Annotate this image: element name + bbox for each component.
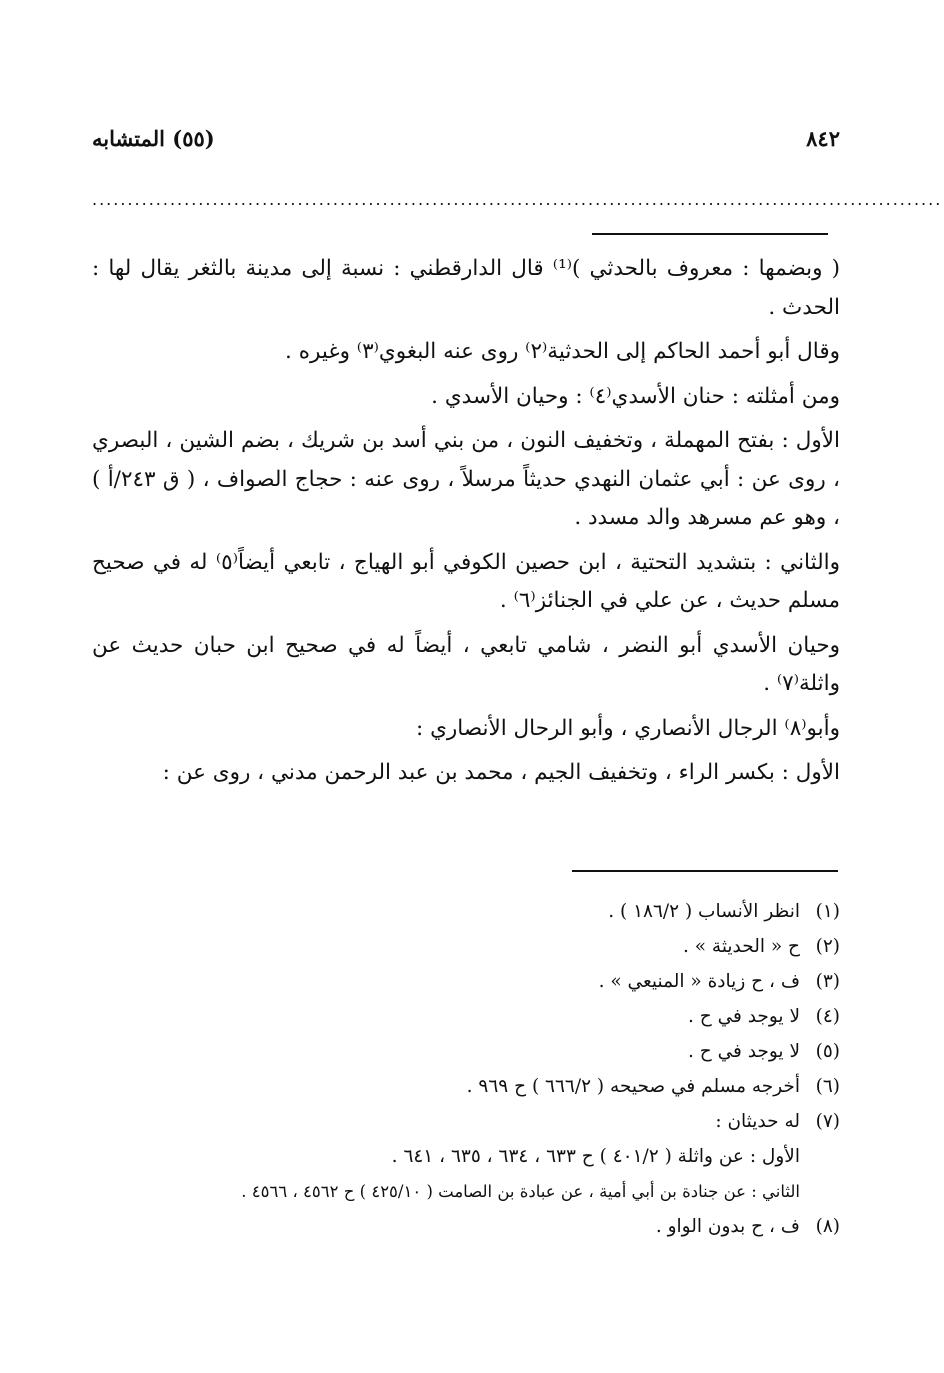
footnote-number: (١) (815, 901, 840, 922)
footnote (92, 964, 840, 999)
footnote-text: الثاني : عن جنادة بن أبي أمية ، عن عبادة بن الصامت ( ٤٢٥/١٠ ) ح ٤٥٦٢ ، ٤٥٦٦ . (241, 1182, 800, 1201)
footnote-text: ف ، ح زيادة « المنيعي » . (598, 971, 800, 992)
page-number: ٨٤٢ (806, 125, 840, 151)
paragraph: وأبو⁽٨⁾ الرجال الأنصاري ، وأبو الرحال الأنصاري : (416, 715, 840, 741)
footnote (92, 999, 840, 1034)
footnote (92, 929, 840, 964)
paragraph: ومن أمثلته : حنان الأسدي⁽٤⁾ : وحيان الأسدي . (431, 383, 840, 409)
dotted-separator: ........................................................................................................................ (92, 190, 943, 209)
footnote (92, 894, 840, 929)
footnote-text: لا يوجد في ح . (687, 1006, 800, 1027)
paragraph: الأول : بكسر الراء ، وتخفيف الجيم ، محمد بن عبد الرحمن مدني ، روى عن : (162, 760, 840, 785)
footnote-separator (572, 870, 838, 872)
footnote-text: الأول : عن واثلة ( ٤٠١/٢ ) ح ٦٣٣ ، ٦٣٤ ، ٦٣٥ ، ٦٤١ . (391, 1146, 800, 1167)
footnote-number: (٥) (815, 1041, 840, 1062)
footnote-number: (٤) (815, 1006, 840, 1027)
footnote-number: (٨) (815, 1216, 840, 1237)
paragraph: وحيان الأسدي أبو النضر ، شامي تابعي ، أيضاً له في صحيح ابن حبان حديث عن واثلة⁽٧⁾ . (92, 632, 840, 696)
top-rule (592, 233, 828, 235)
footnote-text: انظر الأنساب ( ١٨٦/٢ ) . (608, 901, 800, 922)
footnote (92, 1034, 840, 1069)
footnote-text: أخرجه مسلم في صحيحه ( ٦٦٦/٢ ) ح ٩٦٩ . (466, 1076, 800, 1097)
footnote-continuation (92, 1174, 840, 1209)
footnote-continuation (92, 1139, 840, 1174)
footnote-text: ف ، ح بدون الواو . (655, 1216, 800, 1237)
main-text (92, 250, 840, 799)
footnote-number (800, 1139, 840, 1174)
footnote-number: (٦) (815, 1076, 840, 1097)
footnote (92, 1069, 840, 1104)
footnote-number: (٢) (815, 936, 840, 957)
footnote (92, 1209, 840, 1244)
footnote-text: لا يوجد في ح . (687, 1041, 800, 1062)
footnote-number: (٧) (815, 1111, 840, 1132)
footnote-text: ح « الحديثة » . (682, 936, 800, 957)
footnote-text: له حديثان : (715, 1111, 800, 1132)
paragraph: الأول : بفتح المهملة ، وتخفيف النون ، من بني أسد بن شريك ، بضم الشين ، البصري ، روى عن : أبي عثمان النهدي حديثاً مرسلاً ، روى عنه : حجاج الصواف ، ( ق ٢٤٣/أ ) ، وهو عم مسرهد والد مسدد . (92, 428, 840, 530)
paragraph: ( وبضمها : معروف بالحدثي )⁽¹⁾ قال الدارقطني : نسبة إلى مدينة بالثغر يقال لها : الحدث . (92, 256, 840, 320)
paragraph: وقال أبو أحمد الحاكم إلى الحدثية⁽٢⁾ روى عنه البغوي⁽٣⁾ وغيره . (285, 339, 840, 364)
footnote-number (800, 1174, 840, 1209)
paragraph: والثاني : بتشديد التحتية ، ابن حصين الكوفي أبو الهياج ، تابعي أيضاً⁽٥⁾ له في صحيح مسلم حديث ، عن علي في الجنائز⁽٦⁾ . (92, 549, 840, 613)
page-header (92, 118, 840, 158)
footnotes (92, 894, 840, 1244)
footnote (92, 1104, 840, 1139)
chapter-title: (٥٥) المتشابه (92, 125, 215, 151)
footnote-number: (٣) (815, 971, 840, 992)
